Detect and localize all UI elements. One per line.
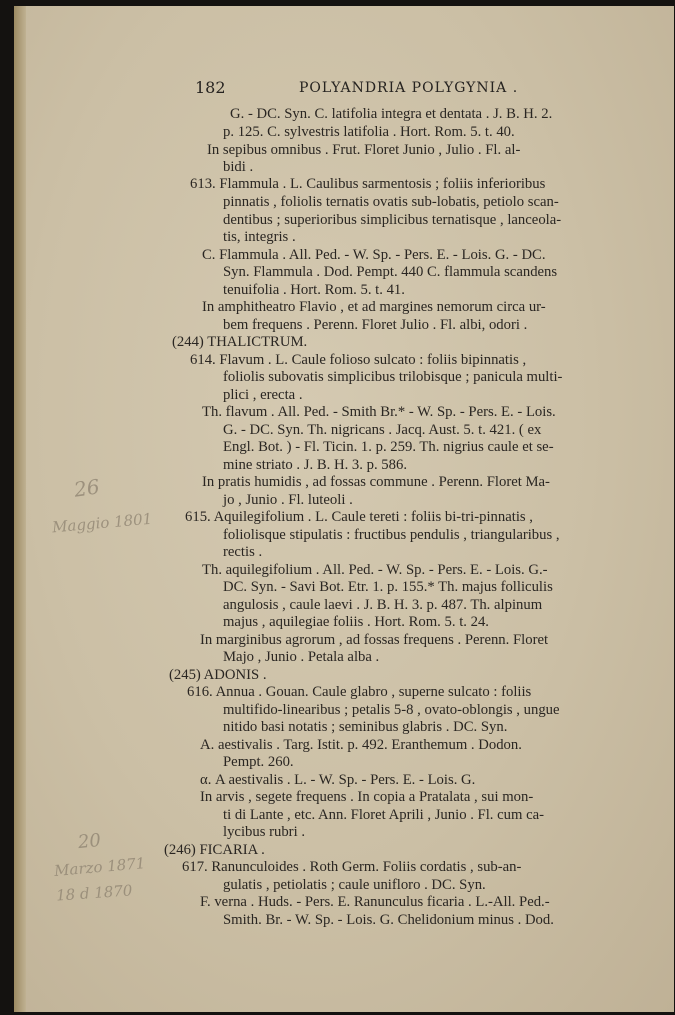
text-line: Syn. Flammula . Dod. Pempt. 440 C. flammula scandens bbox=[223, 264, 558, 280]
text-line: dentibus ; superioribus simplicibus ternatisque , lanceola- bbox=[223, 212, 562, 228]
text-line: gulatis , petiolatis ; caule unifloro . DC. Syn. bbox=[223, 877, 486, 893]
margin-note: 26 bbox=[72, 474, 101, 502]
text-line: A. aestivalis . Targ. Istit. p. 492. Eranthemum . Dodon. bbox=[200, 737, 522, 753]
text-line: In marginibus agrorum , ad fossas frequens . Perenn. Floret bbox=[200, 632, 549, 648]
text-line: bem frequens . Perenn. Floret Julio . Fl. albi, odori . bbox=[223, 317, 528, 333]
text-line: jo , Junio . Fl. luteoli . bbox=[223, 492, 353, 508]
text-line: lycibus rubri . bbox=[223, 824, 305, 840]
text-line: foliolisque stipulatis : fructibus pendulis , triangularibus , bbox=[223, 527, 560, 543]
text-line: bidi . bbox=[223, 159, 254, 175]
text-line: In amphitheatro Flavio , et ad margines nemorum circa ur- bbox=[202, 299, 546, 315]
text-line: In pratis humidis , ad fossas commune . Perenn. Floret Ma- bbox=[202, 474, 550, 490]
margin-note: 18 d 1870 bbox=[55, 881, 133, 905]
text-line: Th. flavum . All. Ped. - Smith Br.* - W. Sp. - Pers. E. - Lois. bbox=[202, 404, 556, 420]
text-line: plici , erecta . bbox=[223, 387, 303, 403]
species-entry-613: 613. Flammula . L. Caulibus sarmentosis ; foliis inferioribus bbox=[190, 176, 546, 192]
page-number: 182 bbox=[195, 78, 226, 97]
text-line: angulosis , caule laevi . J. B. H. 3. p. 487. Th. alpinum bbox=[223, 597, 543, 613]
running-head: POLYANDRIA POLYGYNIA . bbox=[299, 80, 519, 96]
text-line: In sepibus omnibus . Frut. Floret Junio , Julio . Fl. al- bbox=[207, 142, 521, 158]
text-line: G. - DC. Syn. Th. nigricans . Jacq. Aust. 5. t. 421. ( ex bbox=[223, 422, 542, 438]
text-line: majus , aquilegiae foliis . Hort. Rom. 5. t. 24. bbox=[223, 614, 489, 630]
binding-gutter bbox=[14, 6, 26, 1012]
text-line: mine striato . J. B. H. 3. p. 586. bbox=[223, 457, 407, 473]
text-line: G. - DC. Syn. C. latifolia integra et dentata . J. B. H. 2. bbox=[230, 106, 553, 122]
text-line: rectis . bbox=[223, 544, 263, 560]
text-line: p. 125. C. sylvestris latifolia . Hort. Rom. 5. t. 40. bbox=[223, 124, 515, 140]
text-line: nitido basi notatis ; seminibus glabris . DC. Syn. bbox=[223, 719, 508, 735]
species-entry-617: 617. Ranunculoides . Roth Germ. Foliis cordatis , sub-an- bbox=[182, 859, 522, 875]
genus-heading-adonis: (245) ADONIS . bbox=[169, 667, 267, 683]
text-line: ti di Lante , etc. Ann. Floret Aprili , Junio . Fl. cum ca- bbox=[223, 807, 545, 823]
species-entry-616: 616. Annua . Gouan. Caule glabro , superne sulcato : foliis bbox=[187, 684, 532, 700]
text-line: F. verna . Huds. - Pers. E. Ranunculus ficaria . L.-All. Ped.- bbox=[200, 894, 550, 910]
text-line: Th. aquilegifolium . All. Ped. - W. Sp. - Pers. E. - Lois. G.- bbox=[202, 562, 548, 578]
species-entry-614: 614. Flavum . L. Caule folioso sulcato : foliis bipinnatis , bbox=[190, 352, 527, 368]
book-page bbox=[14, 6, 674, 1012]
text-line: pinnatis , foliolis ternatis ovatis sub-lobatis, petiolo scan- bbox=[223, 194, 559, 210]
species-entry-615: 615. Aquilegifolium . L. Caule tereti : foliis bi-tri-pinnatis , bbox=[185, 509, 533, 525]
text-line: Engl. Bot. ) - Fl. Ticin. 1. p. 259. Th. nigrius caule et se- bbox=[223, 439, 554, 455]
text-line: tenuifolia . Hort. Rom. 5. t. 41. bbox=[223, 282, 405, 298]
text-line: α. A aestivalis . L. - W. Sp. - Pers. E. - Lois. G. bbox=[200, 772, 476, 788]
genus-heading-ficaria: (246) FICARIA . bbox=[164, 842, 265, 858]
text-line: Majo , Junio . Petala alba . bbox=[223, 649, 380, 665]
margin-note: 20 bbox=[76, 829, 102, 854]
genus-heading-thalictrum: (244) THALICTRUM. bbox=[172, 334, 308, 350]
text-line: DC. Syn. - Savi Bot. Etr. 1. p. 155.* Th. majus folliculis bbox=[223, 579, 553, 595]
text-line: Smith. Br. - W. Sp. - Lois. G. Chelidonium minus . Dod. bbox=[223, 912, 554, 928]
text-line: C. Flammula . All. Ped. - W. Sp. - Pers. E. - Lois. G. - DC. bbox=[202, 247, 546, 263]
text-line: foliolis subovatis simplicibus trilobisque ; panicula multi- bbox=[223, 369, 563, 385]
margin-note: Marzo 1871 bbox=[53, 854, 146, 880]
margin-note: Maggio 1801 bbox=[51, 509, 153, 537]
text-line: tis, integris . bbox=[223, 229, 296, 245]
text-line: multifido-linearibus ; petalis 5-8 , ovato-oblongis , ungue bbox=[223, 702, 560, 718]
text-line: Pempt. 260. bbox=[223, 754, 294, 770]
text-line: In arvis , segete frequens . In copia a Pratalata , sui mon- bbox=[200, 789, 534, 805]
